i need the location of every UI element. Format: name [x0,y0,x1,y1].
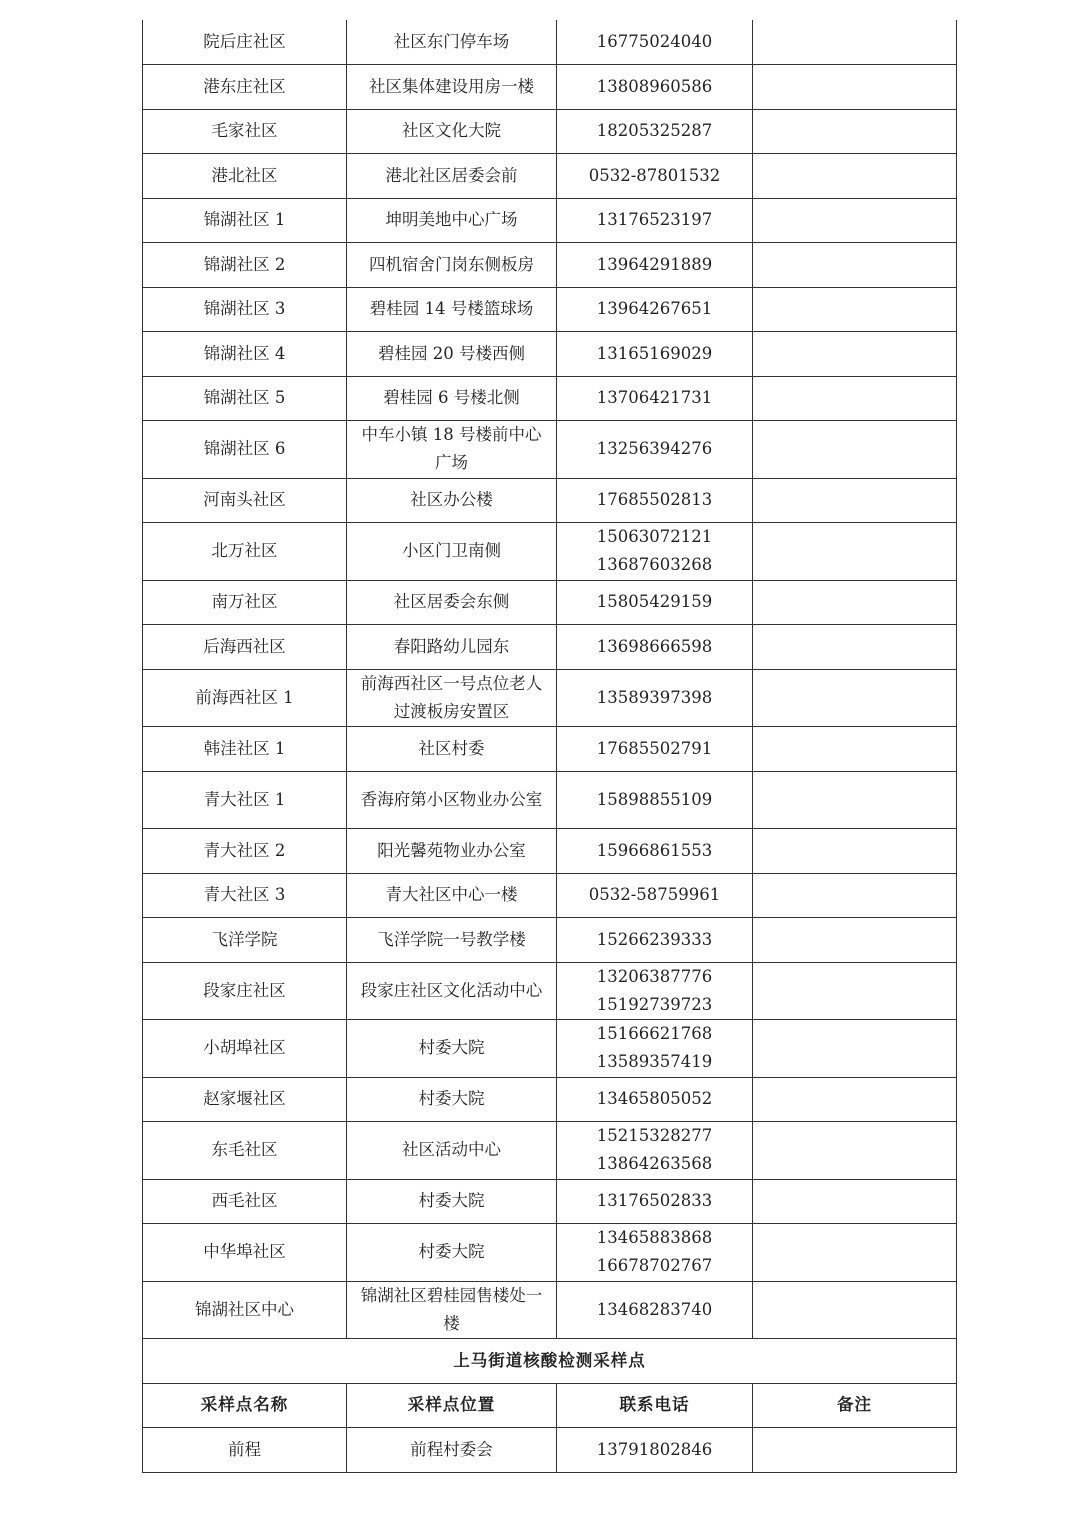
phone-cell [557,873,753,918]
phone-number: 13206387776 [596,966,713,986]
phone-cell [557,1224,753,1282]
site-location-cell: 前程村委会 [347,1428,557,1473]
table-row [143,580,957,625]
phone-cell [557,771,753,829]
phone-number: 0532-87801532 [588,165,721,185]
note-cell [753,771,957,829]
note-cell [753,1224,957,1282]
site-name-cell: 锦湖社区 3 [143,287,347,332]
phone-number: 13791802846 [596,1439,713,1459]
site-location-cell: 社区居委会东侧 [347,580,557,625]
phone-cell [557,243,753,288]
site-location-cell: 阳光馨苑物业办公室 [347,829,557,874]
phone-cell [557,523,753,581]
phone-number: 16775024040 [596,32,713,51]
note-cell [753,478,957,523]
note-cell [753,198,957,243]
phone-number: 15215328277 [596,1126,713,1146]
phone-number: 16678702767 [596,1256,713,1276]
note-cell [753,1020,957,1078]
note-cell [753,332,957,377]
phone-cell [557,1428,753,1473]
site-location-cell: 社区村委 [347,727,557,772]
site-name-cell: 青大社区 1 [143,771,347,829]
table-row [143,962,957,1020]
table-row [143,198,957,243]
phone-cell [557,1077,753,1122]
note-cell [753,523,957,581]
note-cell [753,154,957,199]
table-row [143,1281,957,1339]
note-cell [753,962,957,1020]
table-row [143,332,957,377]
site-location-cell: 社区活动中心 [347,1122,557,1180]
site-name-cell: 段家庄社区 [143,962,347,1020]
note-cell [753,109,957,154]
section-title: 上马街道核酸检测采样点 [143,1339,957,1384]
note-cell [753,20,957,65]
site-location-cell: 碧桂园 6 号楼北侧 [347,376,557,421]
table-row [143,287,957,332]
phone-number: 15192739723 [596,994,713,1014]
note-cell [753,243,957,288]
table-row [143,1224,957,1282]
site-name-cell: 西毛社区 [143,1179,347,1224]
site-name-cell: 港东庄社区 [143,65,347,110]
header-note: 备注 [753,1383,957,1428]
table-row [143,1077,957,1122]
phone-cell [557,1020,753,1078]
phone-cell [557,421,753,479]
table-row [143,154,957,199]
phone-number: 15266239333 [596,929,713,949]
table-row [143,771,957,829]
phone-cell [557,376,753,421]
phone-cell [557,1281,753,1339]
table-row [143,625,957,670]
site-location-cell: 坤明美地中心广场 [347,198,557,243]
note-cell [753,873,957,918]
phone-cell [557,1179,753,1224]
phone-number: 0532-58759961 [588,885,721,905]
site-name-cell: 毛家社区 [143,109,347,154]
site-name-cell: 港北社区 [143,154,347,199]
site-location-cell: 港北社区居委会前 [347,154,557,199]
site-name-cell: 锦湖社区 6 [143,421,347,479]
table-row [143,1020,957,1078]
phone-number: 13176523197 [596,210,713,230]
phone-number: 13964291889 [596,254,713,274]
header-phone: 联系电话 [557,1383,753,1428]
note-cell [753,727,957,772]
phone-cell [557,109,753,154]
phone-number: 13808960586 [596,76,713,96]
phone-cell [557,332,753,377]
site-location-cell: 社区文化大院 [347,109,557,154]
site-name-cell: 青大社区 2 [143,829,347,874]
note-cell [753,918,957,963]
note-cell [753,421,957,479]
note-cell [753,65,957,110]
site-location-cell: 春阳路幼儿园东 [347,625,557,670]
phone-number: 18205325287 [596,121,713,141]
site-name-cell: 锦湖社区 1 [143,198,347,243]
phone-cell [557,154,753,199]
note-cell [753,1122,957,1180]
site-location-cell: 村委大院 [347,1077,557,1122]
table-row [143,918,957,963]
phone-cell [557,20,753,65]
table-row [143,873,957,918]
table-row [143,376,957,421]
header-site-name: 采样点名称 [143,1383,347,1428]
phone-cell [557,478,753,523]
table-row [143,1179,957,1224]
phone-number: 13176502833 [596,1191,713,1211]
table-row [143,1122,957,1180]
site-location-cell: 青大社区中心一楼 [347,873,557,918]
site-name-cell: 小胡埠社区 [143,1020,347,1078]
site-location-cell: 社区东门停车场 [347,20,557,65]
phone-cell [557,65,753,110]
phone-number: 17685502791 [596,738,713,758]
site-name-cell: 河南头社区 [143,478,347,523]
phone-cell [557,727,753,772]
site-location-cell: 前海西社区一号点位老人过渡板房安置区 [347,669,557,727]
note-cell [753,625,957,670]
site-name-cell: 锦湖社区中心 [143,1281,347,1339]
phone-cell [557,580,753,625]
table-row [143,243,957,288]
site-name-cell: 院后庄社区 [143,20,347,65]
phone-number: 13465805052 [596,1089,713,1109]
site-name-cell: 锦湖社区 2 [143,243,347,288]
note-cell [753,580,957,625]
site-name-cell: 锦湖社区 4 [143,332,347,377]
phone-number: 13468283740 [596,1299,713,1319]
phone-cell [557,829,753,874]
site-location-cell: 碧桂园 14 号楼篮球场 [347,287,557,332]
phone-number: 13964267651 [596,299,713,319]
table-row [143,727,957,772]
site-location-cell: 中车小镇 18 号楼前中心广场 [347,421,557,479]
phone-number: 13864263568 [596,1154,713,1174]
phone-cell [557,625,753,670]
site-location-cell: 锦湖社区碧桂园售楼处一楼 [347,1281,557,1339]
table-row [143,478,957,523]
site-location-cell: 村委大院 [347,1179,557,1224]
table-row [143,1428,957,1473]
table-body [143,20,957,1472]
site-location-cell: 小区门卫南侧 [347,523,557,581]
table-row [143,65,957,110]
site-name-cell: 韩洼社区 1 [143,727,347,772]
header-row [143,1383,957,1428]
section-title-row [143,1339,957,1384]
phone-number: 13589397398 [596,687,713,707]
table-row [143,421,957,479]
table-row [143,20,957,65]
phone-number: 13589357419 [596,1052,713,1072]
phone-number: 13465883868 [596,1228,713,1248]
table-row [143,109,957,154]
site-name-cell: 北万社区 [143,523,347,581]
site-name-cell: 南万社区 [143,580,347,625]
note-cell [753,287,957,332]
phone-number: 13165169029 [596,343,713,363]
site-location-cell: 四机宿舍门岗东侧板房 [347,243,557,288]
site-location-cell: 香海府第小区物业办公室 [347,771,557,829]
header-site-location: 采样点位置 [347,1383,557,1428]
phone-number: 13256394276 [596,439,713,459]
phone-number: 15898855109 [596,789,713,809]
phone-cell [557,1122,753,1180]
phone-cell [557,918,753,963]
table-row [143,829,957,874]
site-location-cell: 村委大院 [347,1224,557,1282]
site-location-cell: 段家庄社区文化活动中心 [347,962,557,1020]
phone-cell [557,669,753,727]
phone-cell [557,287,753,332]
note-cell [753,829,957,874]
phone-number: 13698666598 [596,636,713,656]
site-name-cell: 中华埠社区 [143,1224,347,1282]
note-cell [753,1179,957,1224]
site-name-cell: 赵家堰社区 [143,1077,347,1122]
phone-number: 15166621768 [596,1024,713,1044]
note-cell [753,1281,957,1339]
phone-number: 13706421731 [596,388,713,408]
phone-number: 15805429159 [596,592,713,612]
site-name-cell: 后海西社区 [143,625,347,670]
phone-number: 15966861553 [596,840,713,860]
site-location-cell: 碧桂园 20 号楼西侧 [347,332,557,377]
phone-cell [557,198,753,243]
site-location-cell: 社区办公楼 [347,478,557,523]
site-name-cell: 前程 [143,1428,347,1473]
table-row [143,523,957,581]
site-name-cell: 青大社区 3 [143,873,347,918]
phone-cell [557,962,753,1020]
phone-number: 13687603268 [596,555,713,575]
note-cell [753,1428,957,1473]
site-location-cell: 村委大院 [347,1020,557,1078]
phone-number: 17685502813 [596,490,713,510]
note-cell [753,669,957,727]
phone-number: 15063072121 [596,527,713,547]
note-cell [753,376,957,421]
table-row [143,669,957,727]
note-cell [753,1077,957,1122]
site-name-cell: 飞洋学院 [143,918,347,963]
site-location-cell: 飞洋学院一号教学楼 [347,918,557,963]
site-name-cell: 前海西社区 1 [143,669,347,727]
site-name-cell: 东毛社区 [143,1122,347,1180]
site-location-cell: 社区集体建设用房一楼 [347,65,557,110]
site-name-cell: 锦湖社区 5 [143,376,347,421]
sampling-sites-table [142,20,957,1473]
